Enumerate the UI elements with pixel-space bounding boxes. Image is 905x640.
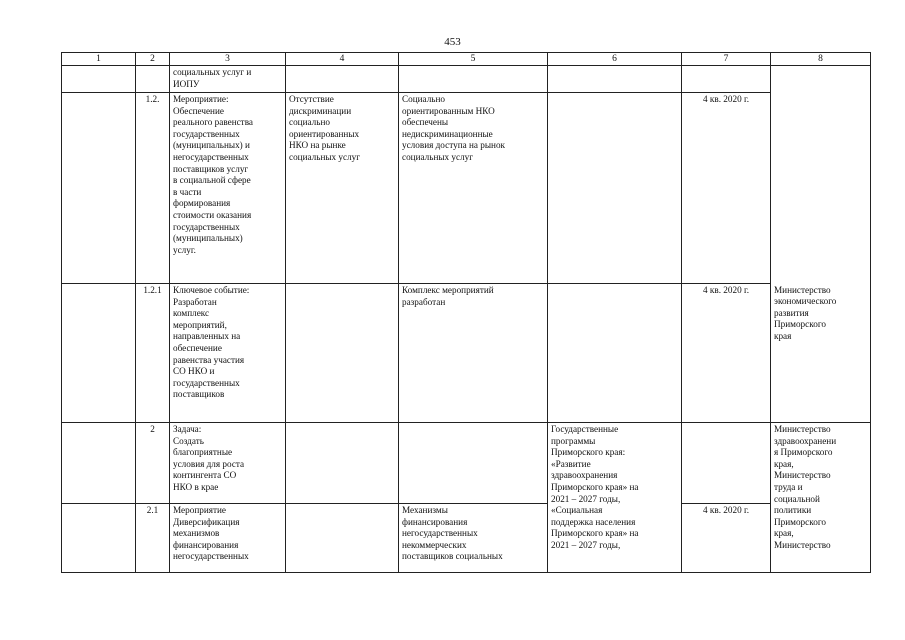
cell-col7: [682, 423, 771, 504]
column-header-4: 4: [286, 53, 399, 66]
cell-description: Задача: Создать благоприятные условия для роста контингента СО НКО в крае: [170, 423, 286, 504]
cell-number: 1.2.1: [136, 284, 170, 423]
cell-deadline: 4 кв. 2020 г.: [682, 93, 771, 284]
cell-deadline: 4 кв. 2020 г.: [682, 284, 771, 423]
cell-number: [136, 66, 170, 93]
cell-responsible: Министерство здравоохранени я Приморского края, Министерство труда и социальной политики Приморского края, Министерство: [771, 423, 871, 573]
cell-outcome: Комплекс мероприятий разработан: [399, 284, 548, 423]
cell-col1: [62, 423, 136, 504]
column-header-3: 3: [170, 53, 286, 66]
column-header-6: 6: [548, 53, 682, 66]
cell-responsible: Министерство экономического развития Приморского края: [771, 284, 871, 423]
cell-col6: [548, 66, 682, 93]
cell-deadline: 4 кв. 2020 г.: [682, 504, 771, 573]
cell-programs: Государственные программы Приморского края: «Развитие здравоохранения Приморского края» на 2021 – 2027 годы, «Социальная поддержка населения Приморского края» на 2021 – 2027 годы,: [548, 423, 682, 573]
column-header-8: 8: [771, 53, 871, 66]
cell-col7: [682, 66, 771, 93]
header-row: [62, 53, 871, 66]
cell-col4: [286, 66, 399, 93]
cell-col6: [548, 284, 682, 423]
page-number: 453: [444, 36, 461, 48]
cell-col8: [771, 66, 871, 93]
cell-col1: [62, 66, 136, 93]
column-header-2: 2: [136, 53, 170, 66]
cell-col1: [62, 504, 136, 573]
cell-col8: [771, 93, 871, 284]
cell-col4: [286, 504, 399, 573]
cell-description: Мероприятие: Обеспечение реального равенства государственных (муниципальных) и негосударственных поставщиков услуг в социальной сфере в части формирования стоимости оказания государственных (муниципальных) услуг.: [170, 93, 286, 284]
cell-description: социальных услуг и ИОПУ: [170, 66, 286, 93]
column-header-7: 7: [682, 53, 771, 66]
document-table: [61, 52, 871, 573]
cell-result: Отсутствие дискриминации социально ориентированных НКО на рынке социальных услуг: [286, 93, 399, 284]
cell-number: 2: [136, 423, 170, 504]
cell-outcome: Социально ориентированным НКО обеспечены недискриминационные условия доступа на рынок социальных услуг: [399, 93, 548, 284]
table-row: [62, 93, 871, 284]
cell-col1: [62, 93, 136, 284]
cell-col5: [399, 66, 548, 93]
cell-description: Ключевое событие: Разработан комплекс мероприятий, направленных на обеспечение равенства участия СО НКО и государственных поставщиков: [170, 284, 286, 423]
table-row: [62, 423, 871, 504]
cell-number: 2.1: [136, 504, 170, 573]
cell-col5: [399, 423, 548, 504]
column-header-5: 5: [399, 53, 548, 66]
cell-col6: [548, 93, 682, 284]
cell-number: 1.2.: [136, 93, 170, 284]
table-row: [62, 504, 871, 573]
column-header-1: 1: [62, 53, 136, 66]
cell-col4: [286, 284, 399, 423]
table-row: [62, 284, 871, 423]
cell-description: Мероприятие Диверсификация механизмов финансирования негосударственных: [170, 504, 286, 573]
cell-outcome: Механизмы финансирования негосударственных некоммерческих поставщиков социальных: [399, 504, 548, 573]
table-row: [62, 66, 871, 93]
cell-col1: [62, 284, 136, 423]
cell-col4: [286, 423, 399, 504]
